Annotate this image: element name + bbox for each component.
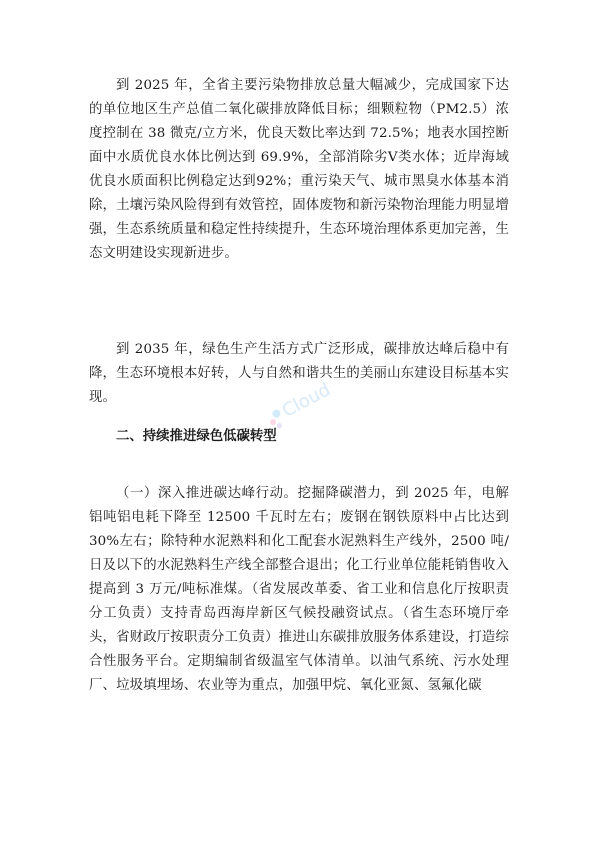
- section-heading: 二、持续推进绿色低碳转型: [116, 429, 277, 444]
- paragraph-2025-goals: 到 2025 年，全省主要污染物排放总量大幅减少，完成国家下达的单位地区生产总值二氧化碳排放降低目标；细颗粒物（PM2.5）浓度控制在 38 微克/立方米，优良天数比率达到 72.5%；地表水国控断面中水质优良水体比例达到 69.9%，全部消除劣Ⅴ类水体；近岸海域优良水质面积比例稳定达到92%；重污染天气、城市黑臭水体基本消除，土壤污染风险得到有效管控，固体废物和新污染物治理能力明显增强，生态系统质量和稳定性持续提升，生态环境治理体系更加完善，生态文明建设实现新进步。: [89, 78, 509, 261]
- watermark-text: Cloud: [278, 379, 335, 422]
- paragraph-carbon-peak-action: （一）深入推进碳达峰行动。挖掘降碳潜力，到 2025 年，电解铝吨铝电耗下降至 12500 千瓦时左右；废钢在钢铁原料中占比达到 30%左右；除特种水泥熟料和化工配套水泥熟料生产线外，2500 吨/日及以下的水泥熟料生产线全部整合退出；化工行业单位能耗销售收入提高到 3 万元/吨标准煤。（省发展改革委、省工业和信息化厅按职责分工负责）支持青岛西海岸新区气候投融资试点。（省生态环境厅牵头，省财政厅按职责分工负责）推进山东碳排放服务体系建设，打造综合性服务平台。定期编制省级温室气体清单。以油气系统、污水处理厂、垃圾填埋场、农业等为重点，加强甲烷、氧化亚氮、氢氟化碳: [89, 486, 509, 693]
- paragraph-2035-goals: 到 2035 年，绿色生产生活方式广泛形成，碳排放达峰后稳中有降，生态环境根本好转，人与自然和谐共生的美丽山东建设目标基本实现。: [89, 342, 509, 405]
